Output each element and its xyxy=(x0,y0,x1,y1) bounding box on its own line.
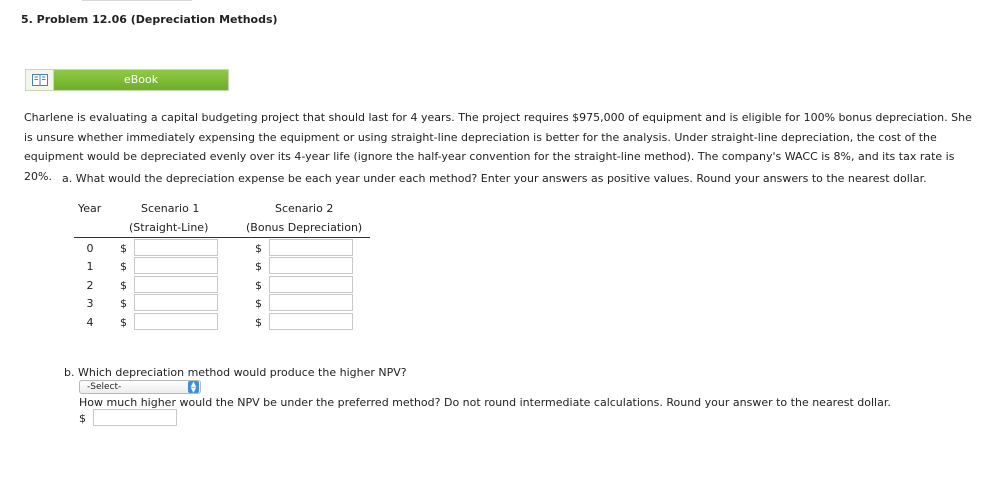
dollar-sign: $ xyxy=(120,297,127,310)
problem-description: Charlene is evaluating a capital budgeting project that should last for 4 years. The project requires $975,000 of equipment and is eligible for 100% bonus depreciation. She is unsure whether immediately expensing the equipment or using straight-line depreciation is better for the analysis. Under straight-line depreciation, the cost of the equipment would be depreciated evenly over its 4-year life (ignore the half-year convention for the straight-line method). The company's WACC is 8%, and its tax rate is 20%. xyxy=(24,111,972,183)
scenario2-year0-input[interactable] xyxy=(269,239,353,256)
scenario1-year2-input[interactable] xyxy=(134,276,218,293)
part-b-followup: How much higher would the NPV be under the preferred method? Do not round intermediate calculations. Round your answer to the nearest dollar. xyxy=(79,396,891,409)
page-title: 5. Problem 12.06 (Depreciation Methods) xyxy=(21,13,278,26)
table-header-rule xyxy=(74,237,370,238)
year-label: 0 xyxy=(86,242,94,255)
dollar-sign: $ xyxy=(255,242,262,255)
header-scenario-1: Scenario 1 xyxy=(141,202,200,215)
ebook-button[interactable] xyxy=(25,69,229,91)
scenario1-year0-input[interactable] xyxy=(134,239,218,256)
ebook-icon-box xyxy=(26,70,54,90)
scenario1-year3-input[interactable] xyxy=(134,294,218,311)
part-b-question: b. Which depreciation method would produce the higher NPV? xyxy=(64,366,407,379)
scenario2-year2-input[interactable] xyxy=(269,276,353,293)
dollar-sign: $ xyxy=(120,279,127,292)
year-label: 2 xyxy=(86,279,94,292)
npv-method-select[interactable] xyxy=(79,380,201,394)
npv-difference-input[interactable] xyxy=(93,409,177,426)
dollar-sign: $ xyxy=(79,412,86,425)
year-label: 3 xyxy=(86,297,94,310)
ebook-label[interactable]: eBook xyxy=(54,70,228,90)
part-a-question: a. What would the depreciation expense be each year under each method? Enter your answers as positive values. Round your answers to the nearest dollar. xyxy=(62,172,927,185)
book-icon xyxy=(32,74,48,86)
header-scenario-2: Scenario 2 xyxy=(275,202,334,215)
year-label: 4 xyxy=(86,316,94,329)
dollar-sign: $ xyxy=(120,316,127,329)
updown-arrow-icon: ▲ ▼ xyxy=(188,381,199,393)
header-scenario-1-sub: (Straight-Line) xyxy=(129,221,209,234)
dollar-sign: $ xyxy=(120,260,127,273)
dollar-sign: $ xyxy=(255,297,262,310)
dollar-sign: $ xyxy=(255,316,262,329)
dollar-sign: $ xyxy=(255,260,262,273)
header-year: Year xyxy=(78,202,102,215)
top-divider xyxy=(82,0,192,1)
scenario2-year1-input[interactable] xyxy=(269,257,353,274)
scenario1-year1-input[interactable] xyxy=(134,257,218,274)
header-scenario-2-sub: (Bonus Depreciation) xyxy=(246,221,363,234)
scenario2-year4-input[interactable] xyxy=(269,313,353,330)
scenario2-year3-input[interactable] xyxy=(269,294,353,311)
dollar-sign: $ xyxy=(255,279,262,292)
select-value: -Select- xyxy=(87,382,122,392)
year-label: 1 xyxy=(86,260,94,273)
dollar-sign: $ xyxy=(120,242,127,255)
scenario1-year4-input[interactable] xyxy=(134,313,218,330)
